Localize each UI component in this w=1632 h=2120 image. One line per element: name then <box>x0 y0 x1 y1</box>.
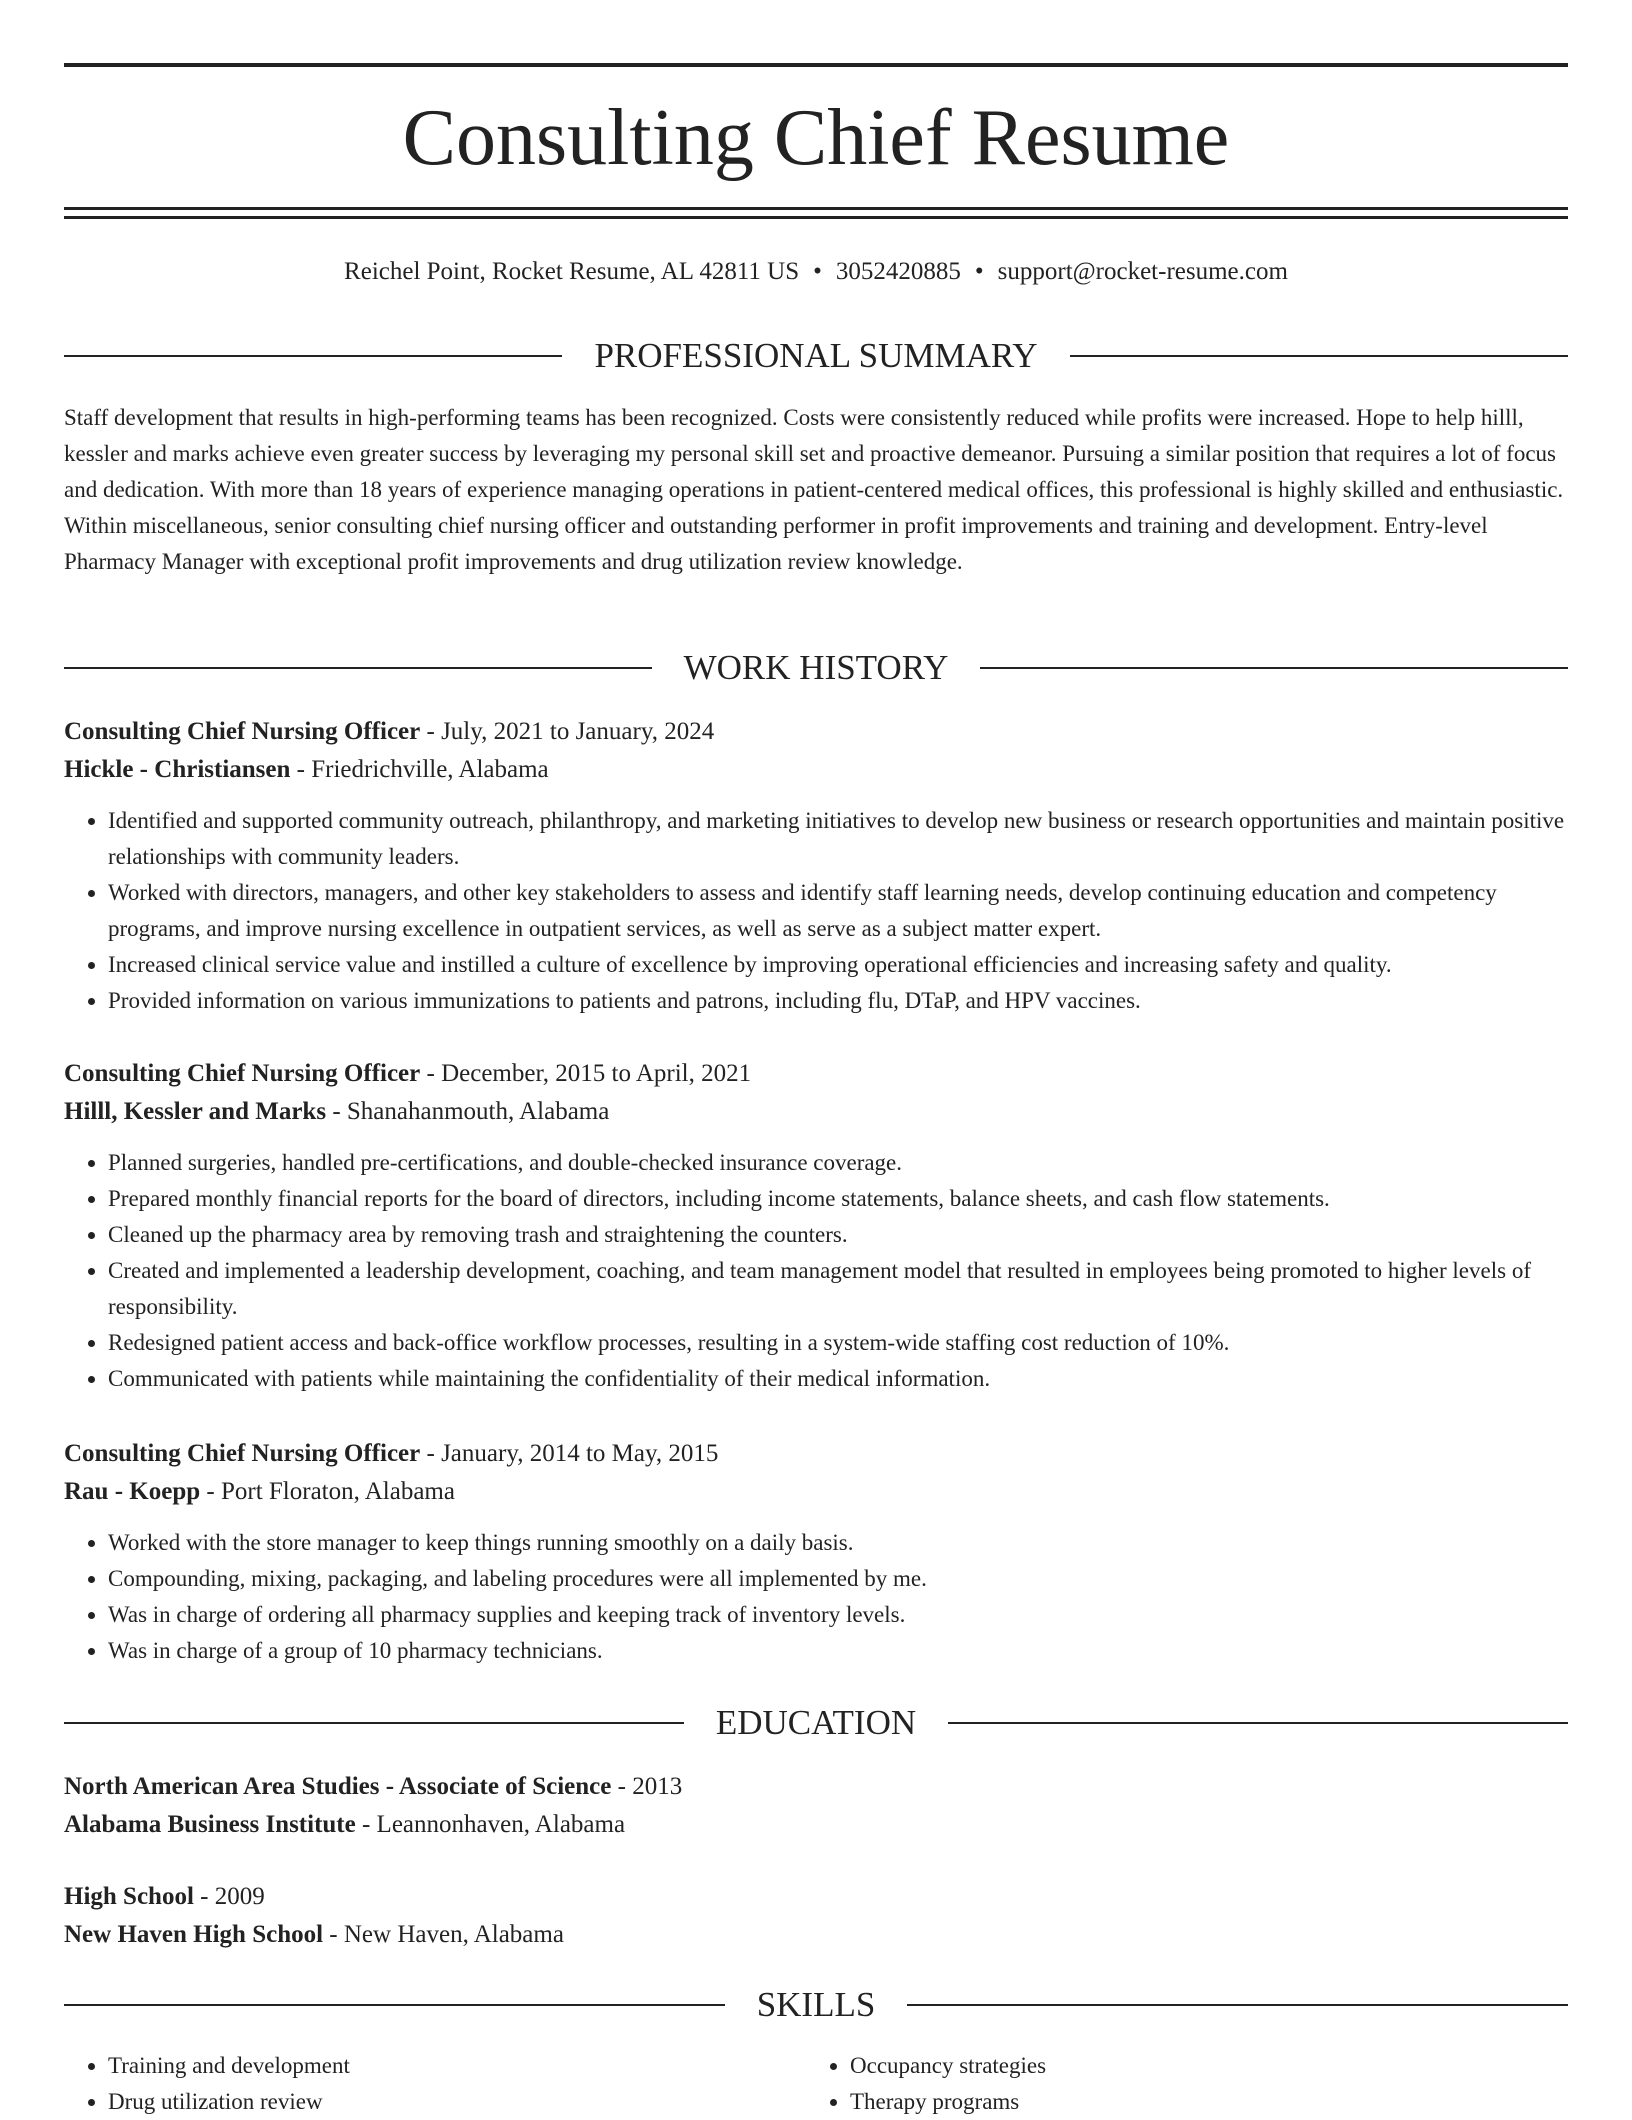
job-location: - Port Floraton, Alabama <box>200 1478 455 1505</box>
list-item: • Planned surgeries, handled pre-certifications, and double-checked insurance coverage. <box>108 1145 1568 1181</box>
list-item: • Compounding, mixing, packaging, and labeling procedures were all implemented by me. <box>108 1561 1568 1597</box>
skill-item: • Occupancy strategies <box>850 2048 1548 2084</box>
job-entry <box>64 1435 1568 1669</box>
job-company: Rau - Koepp <box>64 1478 201 1505</box>
list-item: • Prepared monthly financial reports for the board of directors, including income statements, balance sheets, and cash flow statements. <box>108 1181 1568 1217</box>
education-degree-line <box>64 1878 1568 1916</box>
list-item: • Provided information on various immunizations to patients and patrons, including flu, DTaP, and HPV vaccines. <box>108 983 1568 1019</box>
contact-separator: • <box>974 258 984 285</box>
section-heading-summary <box>64 336 1568 376</box>
list-item: • Redesigned patient access and back-office workflow processes, resulting in a system-wide staffing cost reduction of 10%. <box>108 1325 1568 1361</box>
job-title-line <box>64 1055 1568 1093</box>
skill-item: • Drug utilization review <box>108 2084 806 2120</box>
contact-phone: 3052420885 <box>835 258 961 285</box>
contact-line <box>64 252 1568 292</box>
job-entry <box>64 713 1568 1019</box>
list-item: • Was in charge of ordering all pharmacy supplies and keeping track of inventory levels. <box>108 1597 1568 1633</box>
job-company: Hickle - Christiansen <box>64 756 291 783</box>
job-dates: - December, 2015 to April, 2021 <box>420 1060 752 1087</box>
education-entry <box>64 1768 1568 1844</box>
job-title-line <box>64 1435 1568 1473</box>
title-rule-upper <box>64 207 1568 210</box>
list-item: • Increased clinical service value and instilled a culture of excellence by improving operational efficiencies and increasing safety and quality. <box>108 947 1568 983</box>
section-rule <box>64 667 652 669</box>
skills-list-left <box>64 2048 806 2120</box>
education-school-line <box>64 1806 1568 1844</box>
resume-title: Consulting Chief Resume <box>402 94 1230 182</box>
job-title: Consulting Chief Nursing Officer <box>64 718 421 745</box>
section-rule <box>64 355 562 357</box>
job-bullets <box>64 803 1568 1019</box>
top-rule <box>64 63 1568 67</box>
education-school-line <box>64 1916 1568 1954</box>
list-item: • Identified and supported community outreach, philanthropy, and marketing initiatives to develop new business or research opportunities and maintain positive relationships with community leaders. <box>108 803 1568 875</box>
contact-separator: • <box>813 258 822 285</box>
job-bullets <box>64 1525 1568 1669</box>
list-item: • Communicated with patients while maintaining the confidentiality of their medical information. <box>108 1361 1568 1397</box>
contact-address: Reichel Point, Rocket Resume, AL 42811 US <box>344 258 800 285</box>
job-title: Consulting Chief Nursing Officer <box>64 1440 421 1467</box>
education-school: Alabama Business Institute <box>64 1811 356 1838</box>
job-title: Consulting Chief Nursing Officer <box>64 1060 421 1087</box>
education-degree-line <box>64 1768 1568 1806</box>
job-company-line <box>64 1473 1568 1511</box>
job-bullets <box>64 1145 1568 1397</box>
education-school: New Haven High School <box>64 1921 324 1948</box>
section-heading-work <box>64 648 1568 688</box>
education-entry <box>64 1878 1568 1954</box>
section-rule <box>907 2004 1568 2006</box>
section-title: WORK HISTORY <box>683 648 949 687</box>
skill-item: • Therapy programs <box>850 2084 1548 2120</box>
title-rule-lower <box>64 216 1568 219</box>
list-item: • Worked with the store manager to keep things running smoothly on a daily basis. <box>108 1525 1568 1561</box>
section-rule <box>948 1722 1568 1724</box>
list-item: • Created and implemented a leadership development, coaching, and team management model that resulted in employees being promoted to higher levels of responsibility. <box>108 1253 1568 1325</box>
section-rule <box>64 2004 725 2006</box>
section-title: PROFESSIONAL SUMMARY <box>594 336 1038 375</box>
summary-text: Staff development that results in high-performing teams has been recognized. Costs were consistently reduced while profits were increased. Hope to help hilll, kessler and marks achieve even greater success by leveraging my personal skill set and proactive demeanor. Pursuing a similar position that requires a lot of focus and dedication. With more than 18 years of experience managing operations in patient-centered medical offices, this professional is highly skilled and enthusiastic. Within miscellaneous, senior consulting chief nursing officer and outstanding performer in profit improvements and training and development. Entry-level Pharmacy Manager with exceptional profit improvements and drug utilization review knowledge. <box>64 405 1564 574</box>
section-title: SKILLS <box>756 1985 876 2024</box>
section-heading-education <box>64 1703 1568 1743</box>
education-year: - 2013 <box>611 1773 683 1800</box>
job-location: - Friedrichville, Alabama <box>290 756 549 783</box>
job-title-line <box>64 713 1568 751</box>
section-rule <box>1070 355 1568 357</box>
education-degree: North American Area Studies - Associate of Science <box>64 1773 612 1800</box>
skill-item: • Training and development <box>108 2048 806 2084</box>
education-year: - 2009 <box>193 1883 265 1910</box>
job-company-line <box>64 1093 1568 1131</box>
education-location: - New Haven, Alabama <box>323 1921 564 1948</box>
list-item: • Cleaned up the pharmacy area by removing trash and straightening the counters. <box>108 1217 1568 1253</box>
job-company-line <box>64 751 1568 789</box>
section-title: EDUCATION <box>715 1703 917 1742</box>
section-rule <box>64 1722 684 1724</box>
job-dates: - July, 2021 to January, 2024 <box>420 718 715 745</box>
job-dates: - January, 2014 to May, 2015 <box>420 1440 719 1467</box>
list-item: • Was in charge of a group of 10 pharmacy technicians. <box>108 1633 1568 1669</box>
section-heading-skills <box>64 1985 1568 2025</box>
job-entry <box>64 1055 1568 1397</box>
section-rule <box>980 667 1568 669</box>
skills-list-right <box>806 2048 1548 2120</box>
list-item: • Worked with directors, managers, and other key stakeholders to assess and identify staff learning needs, develop continuing education and competency programs, and improve nursing excellence in outpatient services, as well as serve as a subject matter expert. <box>108 875 1568 947</box>
education-degree: High School <box>64 1883 194 1910</box>
job-company: Hilll, Kessler and Marks <box>64 1098 327 1125</box>
job-location: - Shanahanmouth, Alabama <box>326 1098 610 1125</box>
education-location: - Leannonhaven, Alabama <box>355 1811 626 1838</box>
contact-email: support@rocket-resume.com <box>997 258 1288 285</box>
skills-columns <box>64 2048 1568 2120</box>
